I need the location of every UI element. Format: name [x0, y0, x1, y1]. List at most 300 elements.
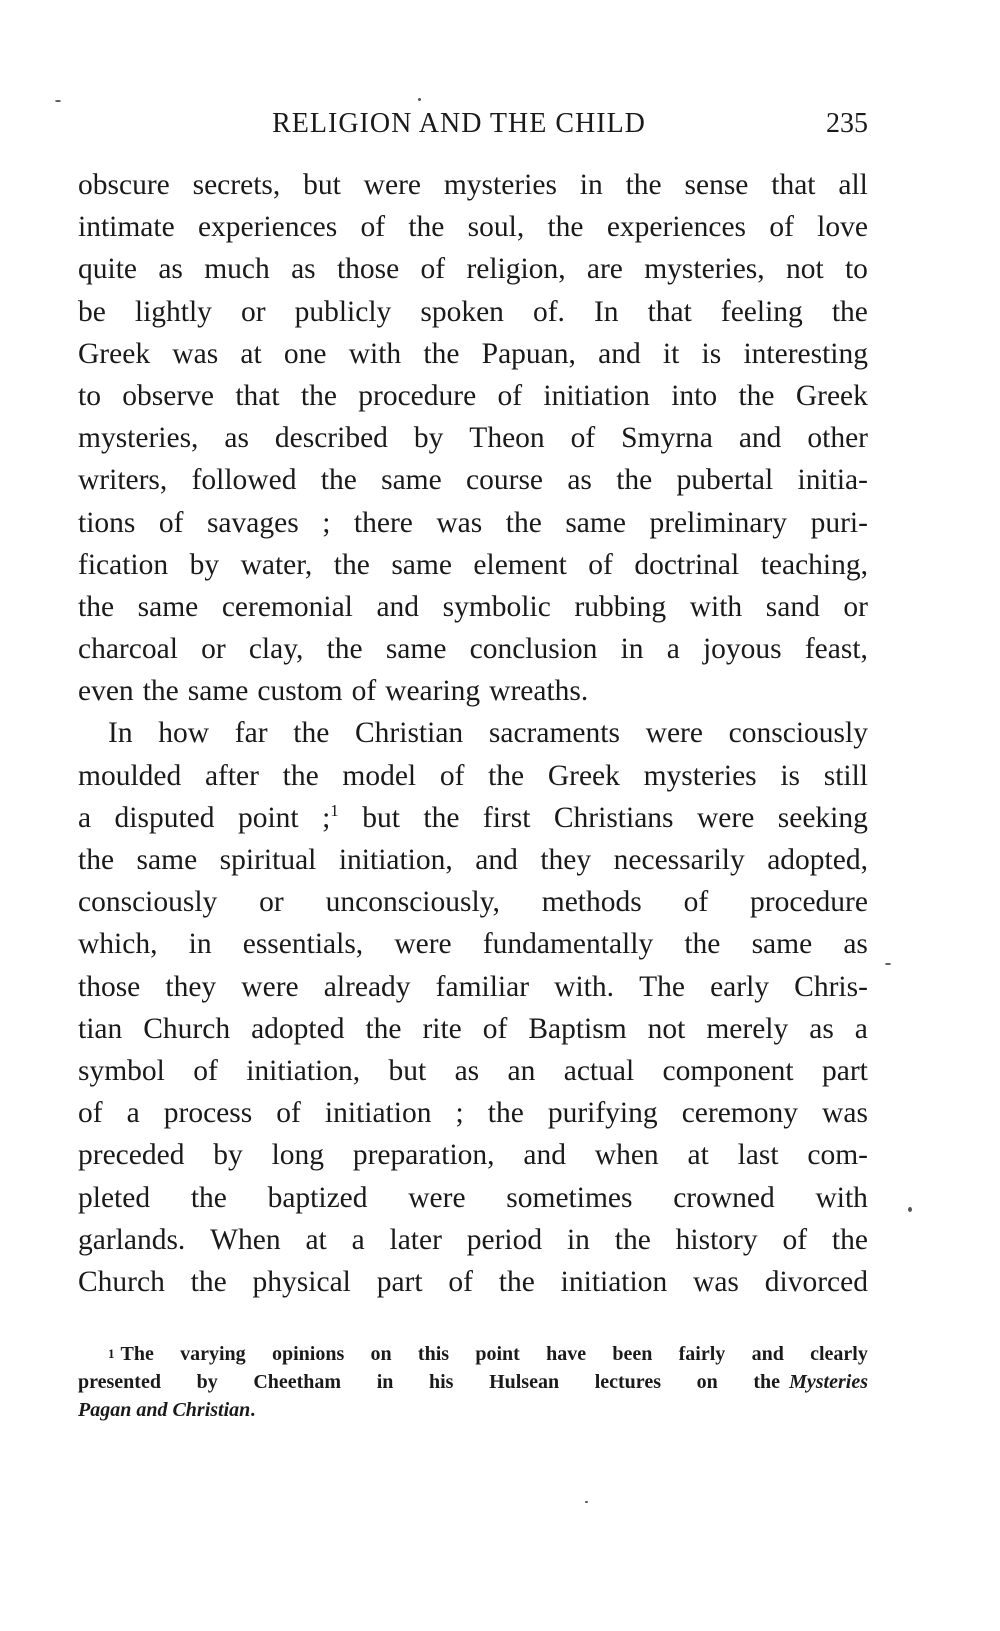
word: not: [647, 1012, 686, 1045]
word: custom: [257, 675, 343, 708]
word: this: [417, 1343, 450, 1365]
footnote-line: [78, 1340, 868, 1368]
word: fairly: [678, 1343, 726, 1365]
word: experiences: [197, 211, 338, 244]
word: or: [201, 633, 226, 666]
word: crowned: [673, 1181, 775, 1214]
word: Church: [78, 1265, 165, 1298]
word: after: [204, 759, 259, 792]
word: same: [187, 675, 249, 708]
footnote-title-part-2: Pagan and Christian: [78, 1399, 251, 1421]
word: clay,: [248, 633, 304, 666]
word: intimate: [78, 211, 175, 244]
word: the: [408, 211, 445, 244]
word: divorced: [764, 1265, 868, 1298]
word: his: [428, 1371, 454, 1393]
word: preliminary: [649, 506, 788, 539]
word: tions: [78, 506, 136, 539]
word: consciously: [728, 717, 868, 750]
text-line: [78, 966, 868, 1008]
word: Cheetham: [253, 1371, 342, 1393]
word: on: [370, 1343, 392, 1365]
word: or: [843, 590, 868, 623]
word: Chris-: [794, 970, 868, 1003]
text-line: [78, 291, 868, 333]
word: with.: [554, 970, 614, 1003]
text-line: [78, 839, 868, 881]
word: were: [363, 169, 421, 201]
speck: [418, 98, 421, 101]
word: symbolic: [442, 590, 551, 623]
word: were: [241, 970, 299, 1003]
word: with: [815, 1181, 868, 1214]
word: mysteries,: [78, 422, 199, 455]
word: be: [78, 295, 106, 328]
word: those: [78, 970, 141, 1003]
word: merely: [706, 1012, 789, 1045]
text-line: [78, 544, 868, 586]
word: methods: [541, 886, 642, 919]
word: was: [822, 1097, 868, 1130]
word: initiation: [560, 1265, 668, 1298]
footnote-period: .: [250, 1399, 256, 1421]
word: as: [567, 464, 592, 497]
word: but: [303, 169, 341, 201]
word: one: [283, 337, 327, 370]
word: as: [158, 253, 183, 286]
body-text: [78, 164, 868, 1303]
word: the: [753, 1371, 780, 1393]
text-line: [78, 206, 868, 248]
word: of: [420, 253, 446, 286]
word: the: [282, 759, 319, 792]
word: adopted,: [767, 844, 868, 876]
word: writers,: [78, 464, 168, 497]
word: initiation: [324, 1097, 432, 1130]
word: charcoal: [78, 633, 178, 666]
word: same: [381, 464, 442, 497]
word: point: [475, 1343, 520, 1365]
word: the: [738, 379, 775, 412]
word: course: [466, 464, 544, 497]
word: fication: [78, 548, 169, 581]
word: but: [388, 1054, 427, 1087]
text-line: [78, 459, 868, 501]
word: obscure: [78, 169, 170, 201]
word: a: [351, 1223, 365, 1256]
word: rubbing: [574, 590, 667, 623]
word: the: [625, 169, 662, 201]
word: In: [593, 295, 619, 328]
word: sand: [765, 590, 820, 623]
word: long: [271, 1139, 325, 1172]
word: of: [351, 675, 377, 708]
word: the: [614, 1223, 651, 1256]
word: the: [498, 1265, 535, 1298]
word: presented: [78, 1371, 161, 1393]
word: the: [423, 801, 460, 834]
footnote-line-1: [121, 1340, 869, 1368]
word: a: [78, 801, 92, 834]
word: of: [683, 886, 709, 919]
word: religion,: [466, 253, 566, 286]
word: of: [158, 506, 184, 539]
word: later: [389, 1223, 442, 1256]
word: same: [137, 590, 199, 623]
word: ;: [455, 1097, 464, 1130]
text-line: [78, 881, 868, 923]
speck: [885, 963, 891, 965]
word: is: [701, 337, 722, 370]
text-line: [78, 1261, 868, 1303]
footnote-marker: 1: [108, 1346, 115, 1361]
word: initiation: [543, 379, 650, 412]
word: clearly: [810, 1343, 868, 1365]
word: were: [645, 717, 703, 750]
word: as: [291, 253, 316, 286]
word: same: [136, 844, 198, 876]
word: was: [436, 506, 483, 539]
word: mysteries,: [644, 253, 765, 286]
word: and: [751, 1343, 784, 1365]
word: moulded: [78, 759, 182, 792]
word: the: [190, 1181, 227, 1214]
text-line: [78, 670, 868, 712]
word: the: [365, 1012, 402, 1045]
word: and: [475, 844, 518, 876]
word: the: [320, 464, 357, 497]
word: the: [293, 717, 330, 750]
word: was: [172, 337, 219, 370]
word: consciously: [78, 886, 218, 919]
word: as: [224, 422, 249, 455]
word: When: [210, 1223, 281, 1256]
word: Christian: [355, 717, 464, 750]
word: part: [376, 1265, 423, 1298]
text-line: [78, 923, 868, 965]
word: when: [594, 1139, 659, 1172]
word: publicly: [294, 295, 392, 328]
word: at: [687, 1139, 709, 1172]
word: in: [620, 633, 644, 666]
footnote-line: [78, 1368, 868, 1396]
word: still: [823, 759, 868, 792]
word: the: [190, 1265, 227, 1298]
word: in: [376, 1371, 394, 1393]
word: doctrinal: [634, 548, 740, 581]
text-line: [78, 375, 868, 417]
word: sometimes: [506, 1181, 633, 1214]
word: as: [454, 1054, 480, 1087]
word: were: [408, 1181, 466, 1214]
word: by: [196, 1371, 218, 1393]
word: of: [276, 1097, 301, 1130]
word: lightly: [134, 295, 212, 328]
word: the: [505, 506, 542, 539]
word: already: [323, 970, 411, 1003]
word: early: [710, 970, 770, 1003]
word: The: [120, 1343, 154, 1365]
word: Papuan,: [481, 337, 576, 370]
word: an: [507, 1054, 536, 1087]
word: followed: [191, 464, 297, 497]
text-line: [78, 797, 868, 839]
word: same: [385, 633, 447, 666]
word: soul,: [467, 211, 525, 244]
word: model: [342, 759, 417, 792]
text-line: [78, 1050, 868, 1092]
word: experiences: [606, 211, 747, 244]
text-line: [78, 1008, 868, 1050]
text-line: [78, 502, 868, 544]
word: spoken: [420, 295, 504, 328]
word: same: [751, 928, 813, 961]
word: of: [570, 422, 596, 455]
word: but: [362, 801, 400, 834]
word: actual: [563, 1054, 635, 1087]
word: even: [78, 675, 134, 708]
footnote-reference: 1: [330, 800, 339, 820]
word: they: [540, 844, 592, 876]
page-number: 235: [826, 108, 868, 139]
word: pubertal: [676, 464, 774, 497]
word: Smyrna: [621, 422, 713, 455]
word: the: [547, 211, 584, 244]
word: been: [612, 1343, 653, 1365]
word: same: [391, 548, 452, 581]
word: by: [213, 1139, 243, 1172]
word: Baptism: [528, 1012, 627, 1045]
text-line: [78, 1177, 868, 1219]
speck: [55, 100, 61, 102]
word: in: [579, 169, 603, 201]
word: and: [738, 422, 782, 455]
word: quite: [78, 253, 137, 286]
word: first: [482, 801, 531, 834]
word: sense: [684, 169, 749, 201]
word: as: [843, 928, 868, 961]
word: familiar: [435, 970, 530, 1003]
word: that: [235, 379, 280, 412]
word: period: [466, 1223, 543, 1256]
word: rite: [422, 1012, 462, 1045]
word: initiation,: [338, 844, 453, 876]
word: not: [785, 253, 824, 286]
word: unconsciously,: [325, 886, 500, 919]
text-line: [78, 586, 868, 628]
word: or: [259, 886, 284, 919]
word: the: [487, 1097, 524, 1130]
word: conclusion: [469, 633, 598, 666]
word: initia-: [797, 464, 868, 497]
word: process: [163, 1097, 253, 1130]
word: savages: [206, 506, 299, 539]
word: to: [844, 253, 868, 286]
word: the: [684, 928, 721, 961]
word: of.: [532, 295, 565, 328]
word: the: [831, 1223, 868, 1256]
word: the: [326, 633, 363, 666]
word: varying: [180, 1343, 246, 1365]
word: at: [305, 1223, 327, 1256]
word: essentials,: [242, 928, 364, 961]
word: feast,: [804, 633, 868, 666]
text-line: [78, 628, 868, 670]
word: the: [142, 675, 179, 708]
word: was: [693, 1265, 739, 1298]
word: of: [360, 211, 386, 244]
word: to: [78, 379, 101, 412]
word: those: [336, 253, 400, 286]
running-head: [78, 108, 868, 148]
word: or: [240, 295, 266, 328]
word: feeling: [720, 295, 803, 328]
word: a: [854, 1012, 868, 1045]
word: fundamentally: [482, 928, 654, 961]
text-line: [78, 417, 868, 459]
word: pleted: [78, 1181, 151, 1214]
word: far: [234, 717, 268, 750]
word: with: [689, 590, 743, 623]
word: they: [165, 970, 217, 1003]
word: of: [769, 211, 794, 244]
word: Greek: [78, 337, 151, 370]
word: how: [158, 717, 210, 750]
word: symbol: [78, 1054, 165, 1087]
word: as: [809, 1012, 834, 1045]
word: into: [671, 379, 718, 412]
text-line: [78, 1134, 868, 1176]
word: is: [780, 759, 801, 792]
word: joyous: [702, 633, 782, 666]
word: history: [675, 1223, 758, 1256]
word: were: [394, 928, 452, 961]
word: mysteries: [443, 169, 557, 201]
word: point: [237, 801, 299, 834]
word: described: [274, 422, 388, 455]
word: component: [662, 1054, 794, 1087]
speck: [908, 1207, 912, 1212]
word: and: [523, 1139, 566, 1172]
word: of: [782, 1223, 808, 1256]
speck: [585, 1501, 588, 1503]
word: preparation,: [352, 1139, 495, 1172]
text-line: [78, 712, 868, 754]
word: of: [193, 1054, 218, 1087]
word: garlands.: [78, 1223, 186, 1256]
word: ceremony: [681, 1097, 798, 1130]
word: part: [822, 1054, 868, 1087]
word: interesting: [743, 337, 868, 370]
word: much: [204, 253, 270, 286]
word: opinions: [271, 1343, 345, 1365]
word: procedure: [750, 886, 868, 919]
word: have: [546, 1343, 587, 1365]
word: initiation,: [246, 1054, 361, 1087]
word: adopted: [251, 1012, 345, 1045]
word: ;: [322, 506, 331, 539]
word: same: [565, 506, 626, 539]
word: that: [771, 169, 816, 201]
word: by: [413, 422, 444, 455]
word: the: [333, 548, 370, 581]
word: other: [807, 422, 868, 455]
word: which,: [78, 928, 158, 961]
word: Greek: [547, 759, 620, 792]
word: In: [108, 717, 133, 750]
word: the: [831, 295, 868, 328]
word: and: [376, 590, 420, 623]
word: baptized: [267, 1181, 368, 1214]
text-line: [78, 755, 868, 797]
word: mysteries: [643, 759, 757, 792]
word: by: [189, 548, 220, 581]
word: all: [838, 169, 868, 201]
word: the: [78, 590, 115, 623]
word: it: [662, 337, 680, 370]
word: Hulsean: [489, 1371, 560, 1393]
word: Church: [143, 1012, 231, 1045]
text-line: [78, 248, 868, 290]
word: the: [78, 844, 115, 876]
word: observe: [122, 379, 215, 412]
word: the: [300, 379, 337, 412]
word: Christians: [553, 801, 674, 834]
word: seeking: [777, 801, 868, 834]
word: Theon: [469, 422, 545, 455]
text-line: [78, 1092, 868, 1134]
word: the: [616, 464, 653, 497]
word: in: [188, 928, 212, 961]
word: a: [126, 1097, 140, 1130]
word: of: [497, 379, 523, 412]
word: physical: [252, 1265, 351, 1298]
word: that: [647, 295, 692, 328]
word: lectures: [594, 1371, 661, 1393]
word: secrets,: [192, 169, 281, 201]
text-line: [78, 333, 868, 375]
word: were: [696, 801, 755, 834]
word: disputed: [114, 801, 215, 834]
footnote-line-2: [78, 1368, 780, 1396]
word: sacraments: [488, 717, 620, 750]
word: wearing: [385, 675, 481, 708]
word: at: [240, 337, 262, 370]
word: water,: [240, 548, 313, 581]
word: of: [482, 1012, 508, 1045]
word: a: [666, 633, 680, 666]
word: necessarily: [613, 844, 745, 876]
word: in: [566, 1223, 590, 1256]
running-title: RELIGION AND THE CHILD: [272, 108, 646, 139]
word: ;$^1$: [322, 800, 339, 834]
word: The: [639, 970, 685, 1003]
word: Greek: [795, 379, 868, 412]
word: procedure: [358, 379, 477, 412]
word: preceded: [78, 1139, 185, 1172]
footnote-line: [78, 1396, 868, 1424]
word: puri-: [810, 506, 868, 539]
word: spiritual: [219, 844, 317, 876]
word: of: [588, 548, 613, 581]
word: of: [439, 759, 465, 792]
word: with: [348, 337, 402, 370]
word: last: [737, 1139, 779, 1172]
word: on: [696, 1371, 718, 1393]
word: tian: [78, 1012, 123, 1045]
word: com-: [807, 1139, 868, 1172]
word: love: [817, 211, 868, 244]
